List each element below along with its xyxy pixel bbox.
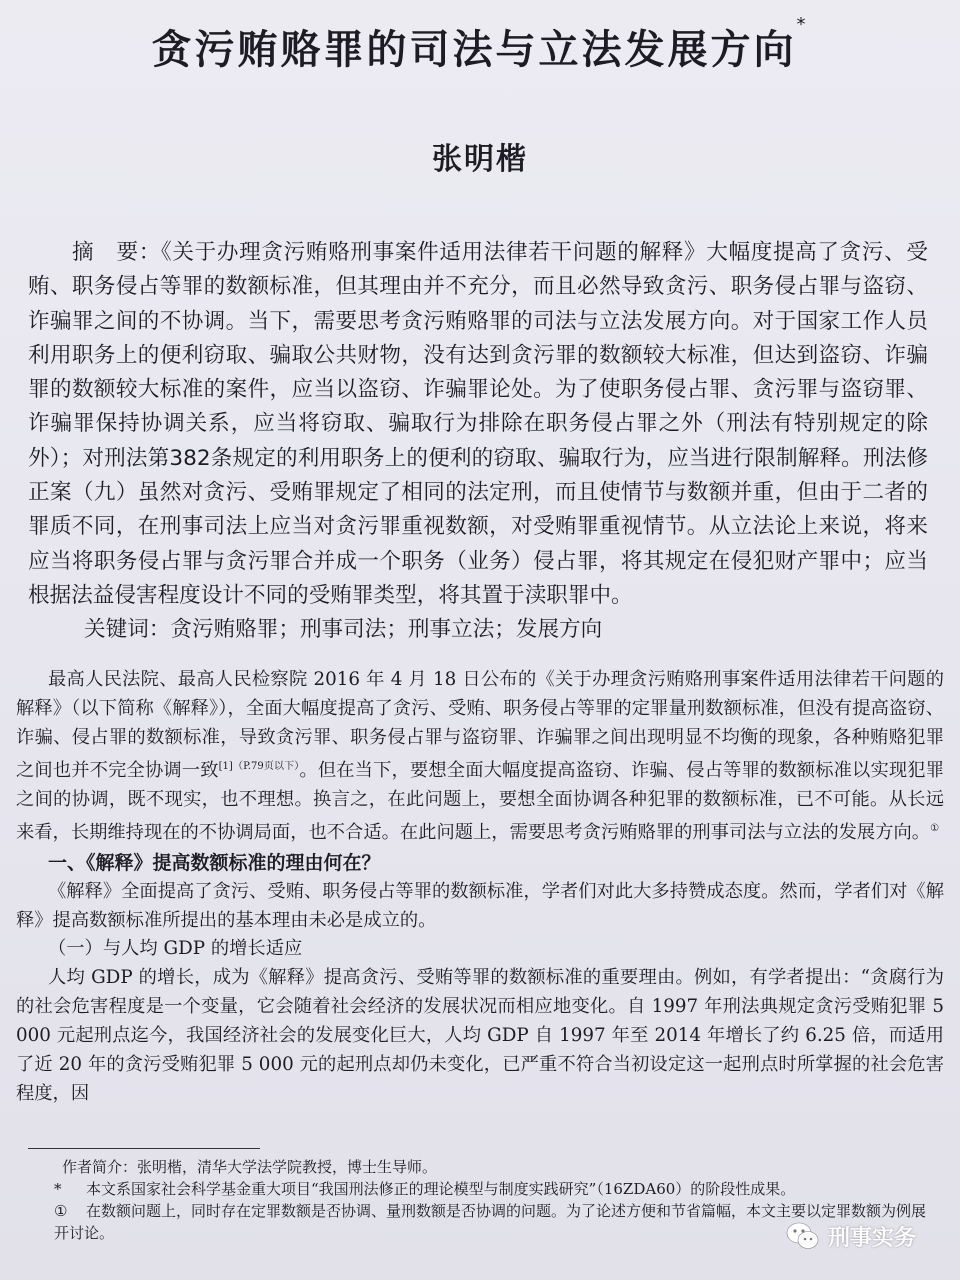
abstract-paragraph — [28, 236, 928, 613]
subsection1-paragraph: 人均 GDP 的增长，成为《解释》提高贪污、受贿等罪的数额标准的重要理由。例如，有学者提出：“贪腐行为的社会危害程度是一个变量，它会随着社会经济的发展状况而相应地变化。自 1997 年刑法典规定贪污受贿犯罪 5 000 元起刑点迄今，我国经济社会的发展变化巨大，人均 GDP 自 1997 年至 2014 年增长了约 6.25 倍，而适用了近 20 年的贪污受贿犯罪 5 000 元的起刑点却仍未变化，已严重不符合当初设定这一起刑点时所掌握的社会危害程度，因 — [16, 967, 944, 1104]
body-text — [16, 666, 944, 1109]
abstract-lead: 摘 要： — [72, 240, 161, 265]
author-note: 作者简介：张明楷，清华大学法学院教授，博士生导师。 — [62, 1158, 438, 1176]
keywords: 关键词：贪污贿赂罪；刑事司法；刑事立法；发展方向 — [84, 617, 603, 643]
wechat-icon — [786, 1221, 820, 1251]
subsection-heading-1: （一）与人均 GDP 的增长适应 — [48, 938, 303, 960]
author-name: 张明楷 — [432, 142, 528, 177]
title-text: 贪污贿赂罪的司法与立法发展方向 — [151, 27, 797, 73]
abstract-text: 《关于办理贪污贿赂刑事案件适用法律若干问题的解释》大幅度提高了贪污、受贿、职务侵占等罪的数额标准，但其理由并不充分，而且必然导致贪污、职务侵占罪与盗窃、诈骗罪之间的不协调。当下，需要思考贪污贿赂罪的司法与立法发展方向。对于国家工作人员利用职务上的便利窃取、骗取公共财物，没有达到贪污罪的数额较大标准，但达到盗窃、诈骗罪的数额较大标准的案件，应当以盗窃、诈骗罪论处。为了使职务侵占罪、贪污罪与盗窃罪、诈骗罪保持协调关系，应当将窃取、骗取行为排除在职务侵占罪之外（刑法有特别规定的除外）；对刑法第382条规定的利用职务上的便利的窃取、骗取行为，应当进行限制解释。刑法修正案（九）虽然对贪污、受贿罪规定了相同的法定刑，而且使情节与数额并重，但由于二者的罪质不同，在刑事司法上应当对贪污罪重视数额，对受贿罪重视情节。从立法论上来说，将来应当将职务侵占罪与贪污罪合并成一个职务（业务）侵占罪，将其规定在侵犯财产罪中；应当根据法益侵害程度设计不同的受贿罪类型，将其置于渎职罪中。 — [28, 240, 928, 608]
intro-text-b: 。但在当下，要想全面大幅度提高盗窃、诈骗、侵占等罪的数额标准以实现犯罪之间的协调，既不现实，也不理想。换言之，在此问题上，要想全面协调各种犯罪的数额标准，已不可能。从长远来看，长期维持现在的不协调局面，也不合适。在此问题上，需要思考贪污贿赂罪的刑事司法与立法的发展方向。 — [16, 759, 945, 843]
section-heading-1: 一、《解释》提高数额标准的理由何在？ — [48, 851, 381, 874]
footnote-1-mark: ① — [54, 1202, 68, 1220]
abstract — [28, 236, 928, 648]
intro-paragraph — [16, 666, 944, 848]
intro-text-a: 最高人民法院、最高人民检察院 2016 年 4 月 18 日公布的《关于办理贪污贿赂刑事案件适用法律若干问题的解释》（以下简称《解释》），全面大幅度提高了贪污、受贿、职务侵占等罪的定罪量刑数额标准，但没有提高盗窃、诈骗、侵占罪的数额标准，导致贪污罪、职务侵占罪与盗窃罪、诈骗罪之间出现明显不均衡的现象，各种贿赂犯罪之间也并不完全协调一致 — [16, 669, 944, 781]
fund-note — [28, 1178, 928, 1200]
footnote-1-text: 在数额问题上，同时存在定罪数额是否协调、量刑数额是否协调的问题。为了论述方便和节省篇幅，本文主要以定罪数额为例展开讨论。 — [54, 1202, 927, 1242]
section1-paragraph: 《解释》全面提高了贪污、受贿、职务侵占等罪的数额标准，学者们对此大多持赞成态度。然而，学者们对《解释》提高数额标准所提出的基本理由未必是成立的。 — [16, 880, 944, 931]
paper-title — [0, 14, 960, 75]
title-footnote-mark: * — [796, 14, 809, 35]
footnote-divider — [28, 1148, 260, 1149]
wechat-watermark — [786, 1218, 946, 1254]
watermark-text: 刑事实务 — [828, 1225, 917, 1251]
footnote-ref-1: ① — [930, 822, 940, 834]
fund-note-text: 本文系国家社会科学基金重大项目“我国刑法修正的理论模型与制度实践研究”（16ZDA60）的阶段性成果。 — [86, 1180, 796, 1198]
citation-ref: [1]（P.79页以下） — [218, 760, 300, 772]
fund-note-mark: * — [54, 1180, 62, 1198]
